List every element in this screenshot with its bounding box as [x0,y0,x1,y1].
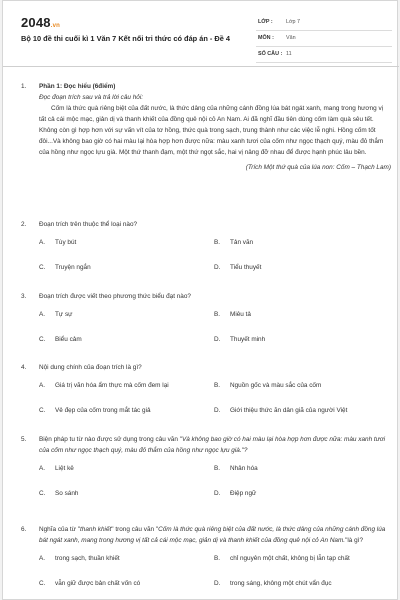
option-a[interactable]: A. trong sạch, thuần khiết [39,555,120,562]
option-a[interactable]: A. Tự sự [39,311,73,318]
question-6: 6. Nghĩa của từ "thanh khiết" trong câu văn "Cốm là thức quà riêng biệt của đất nước, là thức dâng của những cánh đồng lúa bát ngát xanh, mang trong hương vị tất cả cái mộc mạc, giản dị và thanh khiết của đồng quê nội cỏ An Nam."là gì? A. trong sạch, thuần khiết B. chỉ nguyên một chất, không bị lẫn tạp chất C. vẫn giữ được bản chất vốn có D. trong sáng, không một chút vẩn đục [21,524,391,595]
option-b[interactable]: B. Miêu tả [214,311,251,318]
passage-source: (Trích Một thứ quà của lúa non: Cốm – Thạch Lam) [245,164,391,171]
meta-grade: LỚP : Lớp 7 [256,15,392,31]
part-heading: Phần 1: Đọc hiểu (6điểm) [39,83,116,90]
option-a[interactable]: A. Tùy bút [39,239,77,246]
question-stem: Đoạn trích trên thuộc thể loại nào? [39,221,138,228]
option-b[interactable]: B. Tản văn [214,239,254,246]
meta-subject: MÔN : Văn [256,31,392,47]
option-a[interactable]: A. Giá trị văn hóa ẩm thực mà cốm đem lại [39,382,169,389]
option-a[interactable]: A. Liệt kê [39,465,74,472]
option-c[interactable]: C. Truyện ngắn [39,264,91,271]
page-title: Bộ 10 đề thi cuối kì 1 Văn 7 Kết nối tri thức có đáp án - Đề 4 [21,34,231,43]
option-d[interactable]: D. Điệp ngữ [214,490,257,497]
question-5: 5. Biện pháp tu từ nào được sử dụng trong câu văn "Và không bao giờ có hai màu lại hòa hợp hơn được nữa: màu xanh tươi của cốm như ngọc thạch quý, màu đỏ thắm của hồng như ngọc lựu già."? A. Liệt kê B. Nhân hóa C. So sánh D. Điệp ngữ [21,434,391,505]
question-2: 2. Đoạn trích trên thuộc thể loại nào? A. Tùy bút B. Tản văn C. Truyện ngắn D. Tiểu thuyết [21,219,391,279]
option-c[interactable]: C. So sánh [39,490,79,497]
reading-passage: Cốm là thức quà riêng biệt của đất nước, là thức dâng của những cánh đồng lúa bát ngát xanh, mang trong hương vị tất cả cái mộc mạc, giản dị và thanh khiết của đồng quê nội cỏ An Nam. Ai đã nghĩ đầu tiên dùng cốm làm quà sêu tết. Không còn gì hợp hơn với sự vấn vít của tơ hồng, thức quà trong sạch, trung thành như các việc lễ nghi. Hồng cốm tốt đôi...Và không bao giờ có hai màu lại hòa hợp hơn được nữa: màu xanh tươi của cốm như ngọc thạch quý, màu đỏ thắm của hồng như ngọc lựu già. Một thứ thanh đạm, một thứ ngọt sắc, hai vị nâng đỡ nhau để được hạnh phúc lâu bền. [39,105,384,156]
meta-question-count: SỐ CÂU : 11 [256,47,392,63]
site-logo[interactable]: 2048.vn [21,15,61,30]
question-3: 3. Đoạn trích được viết theo phương thức biểu đạt nào? A. Tự sự B. Miêu tả C. Biểu cảm D. Thuyết minh [21,291,391,351]
option-b[interactable]: B. chỉ nguyên một chất, không bị lẫn tạp chất [214,555,350,562]
option-d[interactable]: D. Thuyết minh [214,336,266,343]
option-c[interactable]: C. Biểu cảm [39,336,82,343]
question-stem: Đoạn trích được viết theo phương thức biểu đạt nào? [39,293,191,300]
instruction: Đọc đoạn trích sau và trả lời câu hỏi: [39,94,144,101]
option-c[interactable]: C. Vẻ đẹp của cốm trong mắt tác giả [39,407,151,414]
option-d[interactable]: D. trong sáng, không một chút vẩn đục [214,580,332,587]
option-d[interactable]: D. Giới thiệu thức ăn dân giã của người Việt [214,407,348,414]
question-stem: Biện pháp tu từ nào được sử dụng trong câu văn "Và không bao giờ có hai màu lại hòa hợp hơn được nữa: màu xanh tươi của cốm như ngọc thạch quý, màu đỏ thắm của hồng như ngọc lựu già."? [39,436,386,454]
question-stem: Nội dung chính của đoạn trích là gì? [39,364,142,371]
exam-meta [256,15,392,63]
question-stem: Nghĩa của từ "thanh khiết" trong câu văn "Cốm là thức quà riêng biệt của đất nước, là thức dâng của những cánh đồng lúa bát ngát xanh, mang trong hương vị tất cả cái mộc mạc, giản dị và thanh khiết của đồng quê nội cỏ An Nam."là gì? [39,526,386,544]
exam-sheet [2,0,398,600]
option-c[interactable]: C. vẫn giữ được bản chất vốn có [39,580,141,587]
option-b[interactable]: B. Nhân hóa [214,465,258,472]
page-header [3,1,399,67]
question-4: 4. Nội dung chính của đoạn trích là gì? A. Giá trị văn hóa ẩm thực mà cốm đem lại B. Nguồn gốc và màu sắc của cốm C. Vẻ đẹp của cốm trong mắt tác giả D. Giới thiệu thức ăn dân giã của người Việt [21,362,391,422]
question-1: 1. Phần 1: Đọc hiểu (6điểm) Đọc đoạn trích sau và trả lời câu hỏi: Cốm là thức quà riêng biệt của đất nước, là thức dâng của những cánh đồng lúa bát ngát xanh, mang trong hương vị tất cả cái mộc mạc, giản dị và thanh khiết của đồng quê nội cỏ An Nam. Ai đã nghĩ đầu tiên dùng cốm làm quà sêu tết. Không còn gì hợp hơn với sự vấn vít của tơ hồng, thức quà trong sạch, trung thành như các việc lễ nghi. Hồng cốm tốt đôi...Và không bao giờ có hai màu lại hòa hợp hơn được nữa: màu xanh tươi của cốm như ngọc thạch quý, màu đỏ thắm của hồng như ngọc lựu già. Một thứ thanh đạm, một thứ ngọt sắc, hai vị nâng đỡ nhau để được hạnh phúc lâu bền. (Trích Một thứ quà của lúa non: Cốm – Thạch Lam) [21,83,391,171]
option-b[interactable]: B. Nguồn gốc và màu sắc của cốm [214,382,322,389]
option-d[interactable]: D. Tiểu thuyết [214,264,262,271]
